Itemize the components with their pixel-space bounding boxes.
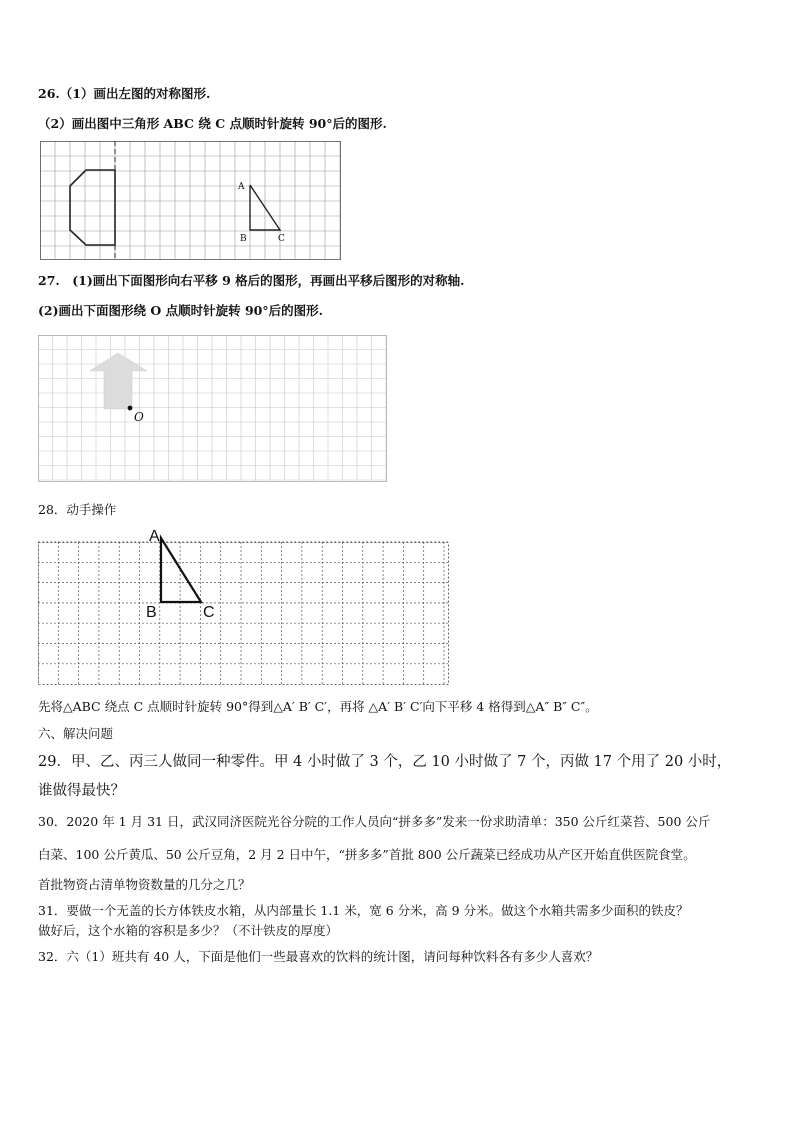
q28-title: 28．动手操作 [38,502,117,517]
section-heading: 六、解决问题 [38,726,114,741]
q30-line2: 白菜、100 公斤黄瓜、50 公斤豆角，2 月 2 日中午，“拼多多”首批 800 公斤蔬菜已经成功从产区开始直供医院食堂。 [38,847,696,862]
q29-line1: 29．甲、乙、丙三人做同一种零件。甲 4 小时做了 3 个，乙 10 小时做了 7 个，丙做 17 个用了 20 小时， [38,754,732,770]
q31-line2: 做好后，这个水箱的容积是多少？（不计铁皮的厚度） [38,923,339,938]
arrow-shape [90,353,147,409]
label-a: A [238,182,245,192]
half-octagon-shape [70,170,115,245]
point-o [128,406,133,411]
q30-line1: 30．2020 年 1 月 31 日，武汉同济医院光谷分院的工作人员向“拼多多”发来一份求助清单：350 公斤红菜苔、500 公斤 [38,814,711,829]
q26-line2: （2）画出图中三角形 ABC 绕 C 点顺时针旋转 90°后的图形. [38,116,387,131]
q32-line1: 32．六（1）班共有 40 人，下面是他们一些最喜欢的饮料的统计图，请问每种饮料各有多少人喜欢？ [38,949,599,964]
q27-grid-figure [38,335,388,483]
q27-line2: (2)画出下面图形绕 O 点顺时针旋转 90°后的图形. [38,303,323,318]
q31-line1: 31．要做一个无盖的长方体铁皮水箱，从内部量长 1.1 米，宽 6 分米，高 9 分米。做这个水箱共需多少面积的铁皮？ [38,903,689,918]
label-a: A [149,528,160,545]
label-c: C [278,234,285,244]
q28-instruction: 先将△ABC 绕点 C 点顺时针旋转 90°得到△A′ B′ C′，再将 △A′ B′ C′向下平移 4 格得到△A″ B″ C″。 [38,699,598,714]
q30-line3: 首批物资占清单物资数量的几分之几？ [38,877,251,892]
q26-grid-figure [40,141,342,261]
label-b: B [240,234,247,244]
triangle-abc [161,538,201,602]
q29-line2: 谁做得最快？ [38,783,125,799]
label-c: C [203,604,215,621]
q26-line1: 26.（1）画出左图的对称图形. [38,86,211,101]
q27-line1: 27. (1)画出下面图形向右平移 9 格后的图形，再画出平移后图形的对称轴. [38,273,465,288]
q28-grid-figure [38,526,450,688]
label-o: O [134,410,144,424]
label-b: B [146,604,157,621]
